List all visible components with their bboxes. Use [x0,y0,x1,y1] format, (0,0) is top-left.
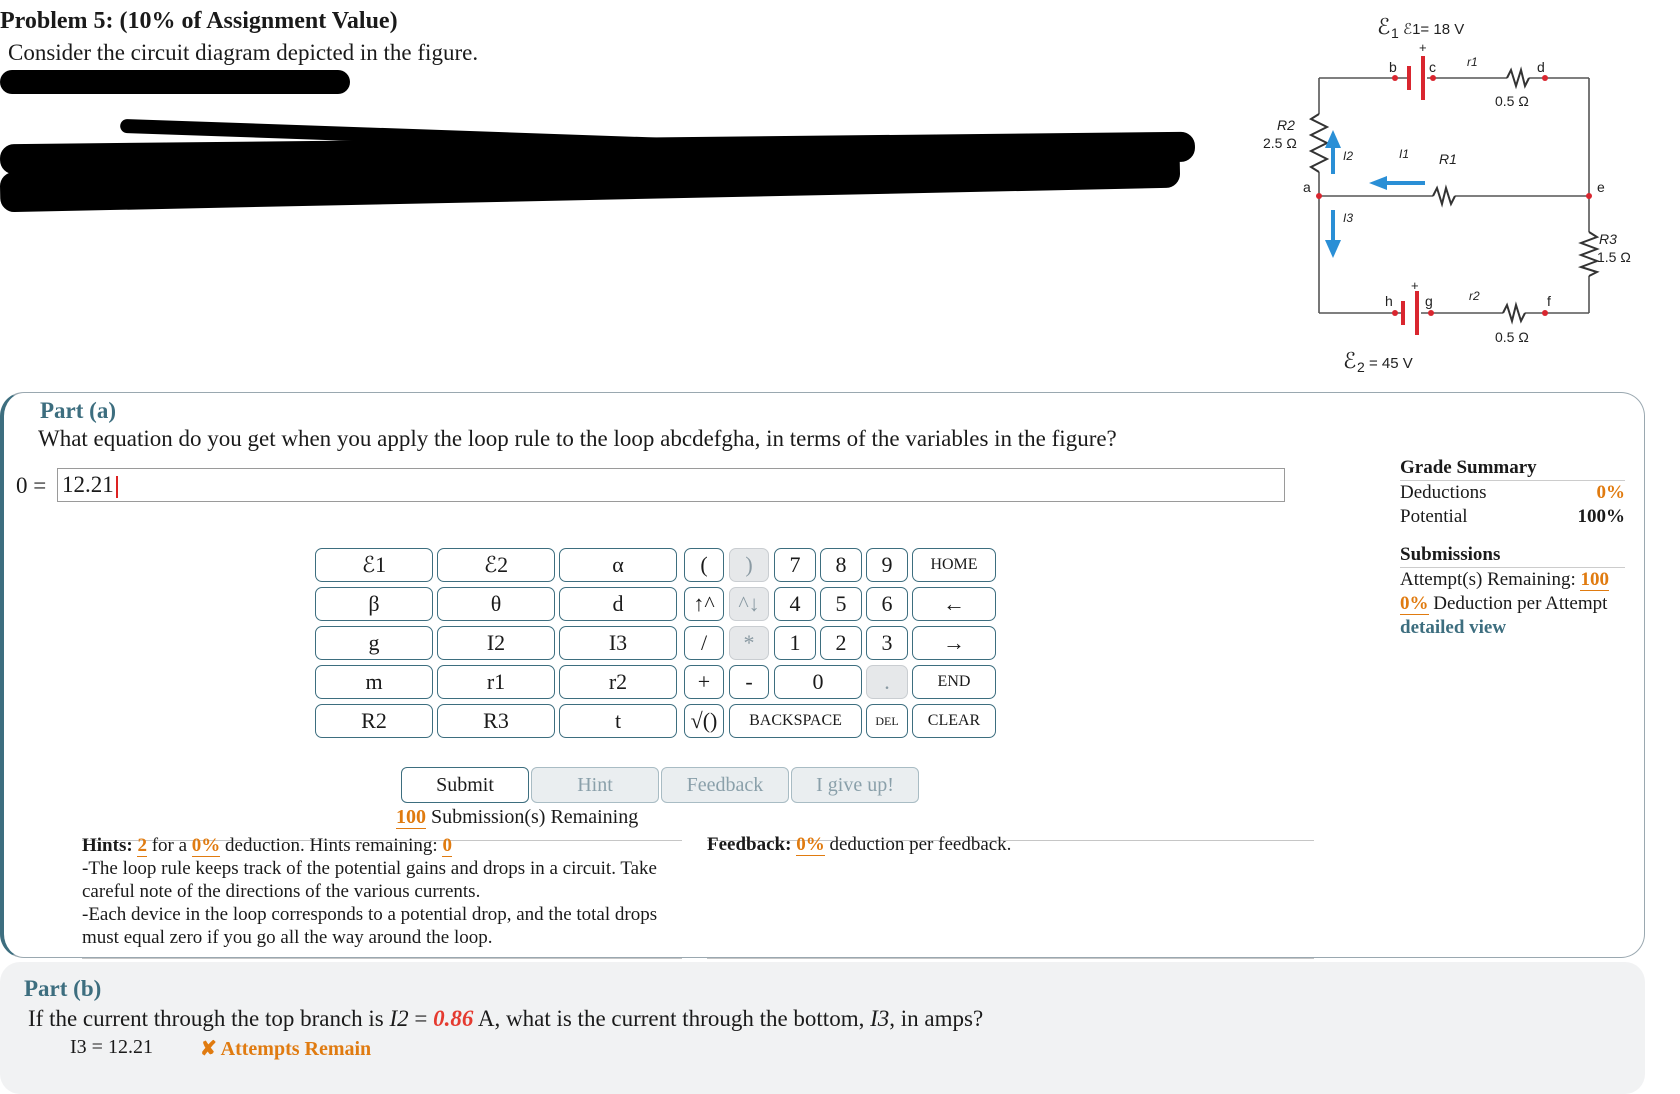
svg-text:1.5 Ω: 1.5 Ω [1597,249,1631,265]
keypad-var-key[interactable]: θ [437,587,555,621]
svg-text:ℰ1= 18 V: ℰ1= 18 V [1403,21,1465,38]
resistor-R3 [1581,232,1597,276]
delete-key[interactable]: DEL [866,704,908,738]
keypad-var-key[interactable]: I3 [559,626,677,660]
text-caret [116,476,118,498]
keypad-var-key[interactable]: d [559,587,677,621]
submit-button[interactable]: Submit [401,767,529,803]
keypad-var-key[interactable]: r2 [559,665,677,699]
svg-text:0.5 Ω: 0.5 Ω [1495,93,1529,109]
svg-text:d: d [1537,59,1545,75]
attempts-status: ✘ Attempts Remain [200,1038,372,1060]
keypad-digit-key[interactable]: 2 [820,626,862,660]
problem-title: Problem 5: (10% of Assignment Value) [0,8,398,34]
keypad-sqrt-key[interactable]: √() [684,704,724,738]
keypad-nav-key[interactable]: HOME [912,548,996,582]
resistor-R1 [1433,188,1455,204]
keypad-var-key[interactable]: ℰ2 [437,548,555,582]
keypad-var-key[interactable]: R2 [315,704,433,738]
svg-text:e: e [1597,179,1605,195]
emf1-symbol: ℰ [1377,14,1391,39]
keypad-digit-key[interactable]: 8 [820,548,862,582]
svg-text:b: b [1389,59,1397,75]
keypad-digit-key[interactable]: 5 [820,587,862,621]
resistor-r1 [1507,70,1529,86]
submissions-remaining: 100 Submission(s) Remaining [396,806,639,828]
circuit-diagram [1225,6,1655,381]
answer-value: 12.21 [62,472,114,497]
keypad-dot-key[interactable]: . [866,665,908,699]
keypad-nav-key[interactable]: CLEAR [912,704,996,738]
svg-text:I1: I1 [1399,147,1410,161]
svg-text:2.5 Ω: 2.5 Ω [1263,135,1297,151]
current-arrows [1325,130,1425,258]
keypad-digit-key[interactable]: 4 [774,587,816,621]
keypad-var-key[interactable]: β [315,587,433,621]
hint-2: -Each device in the loop corresponds to a potential drop, and the total drops must equal zero if you go all the way around the loop. [82,904,658,948]
keypad-digit-key[interactable]: 1 [774,626,816,660]
svg-text:a: a [1303,179,1311,195]
svg-text:1: 1 [1391,25,1399,41]
hint-button[interactable]: Hint [531,767,659,803]
keypad-op-key[interactable]: ) [729,548,769,582]
keypad-var-key[interactable]: t [559,704,677,738]
keypad-var-key[interactable]: R3 [437,704,555,738]
keypad-nav-key[interactable]: ← [912,587,996,621]
resistor-r2 [1503,305,1525,321]
svg-text:+: + [1419,40,1427,55]
equation-prefix: 0 = [16,473,47,498]
resistor-R2 [1311,114,1327,172]
keypad-op-key[interactable]: / [684,626,724,660]
battery-emf1 [1407,56,1425,100]
keypad-var-key[interactable]: ℰ1 [315,548,433,582]
svg-text:I3: I3 [1343,211,1354,225]
grade-summary: Grade Summary Deductions 0% Potential 100% Submissions Attempt(s) Remaining: 100 0% Deduction per Attempt detailed view [1400,457,1625,638]
part-b-question: If the current through the top branch is I2 = 0.86 A, what is the current through the bottom, I3, in amps? [28,1006,984,1031]
backspace-key[interactable]: BACKSPACE [729,704,862,738]
svg-text:= 45 V: = 45 V [1369,355,1413,372]
keypad-var-key[interactable]: r1 [437,665,555,699]
detailed-view-link[interactable]: detailed view [1400,617,1507,638]
keypad-nav-key[interactable]: END [912,665,996,699]
keypad-digit-key[interactable]: 3 [866,626,908,660]
keypad-digit-key[interactable]: 7 [774,548,816,582]
keypad-op-key[interactable]: + [684,665,724,699]
keypad-digit-key[interactable]: 0 [774,665,862,699]
part-a-title: Part (a) [40,398,116,423]
keypad-digit-key[interactable]: 6 [866,587,908,621]
feedback-section: Feedback: 0% deduction per feedback. [707,834,1012,855]
svg-text:+: + [1411,278,1419,293]
svg-text:R3: R3 [1599,231,1617,247]
problem-intro: Consider the circuit diagram depicted in the figure. [8,40,479,65]
svg-text:c: c [1429,59,1436,75]
keypad-op-key[interactable]: - [729,665,769,699]
give-up-button[interactable]: I give up! [791,767,919,803]
svg-text:g: g [1425,293,1433,309]
svg-text:0.5 Ω: 0.5 Ω [1495,329,1529,345]
keypad-op-key[interactable]: * [729,626,769,660]
svg-text:r1: r1 [1467,55,1478,69]
battery-emf2 [1401,291,1419,335]
part-b-answer: I3 = 12.21 [70,1036,153,1058]
answer-input[interactable] [57,468,1285,502]
keypad-digit-key[interactable]: 9 [866,548,908,582]
svg-text:f: f [1547,293,1551,309]
keypad-op-key[interactable]: ( [684,548,724,582]
keypad-var-key[interactable]: m [315,665,433,699]
hints-section: Hints: 2 for a 0% deduction. Hints remaining: 0 -The loop rule keeps track of the potential gains and drops in a circuit. Take careful note of the directions of the various currents. -Each device in the loop corresponds to a potential drop, and the total drops must equal zero if you go all the way around the loop. [82,834,682,949]
svg-text:I2: I2 [1343,149,1354,163]
keypad-var-key[interactable]: I2 [437,626,555,660]
svg-text:r2: r2 [1469,289,1480,303]
part-b-title: Part (b) [24,976,102,1001]
part-a-question: What equation do you get when you apply the loop rule to the loop abcdefgha, in terms of the variables in the figure? [38,426,1117,451]
svg-text:ℰ: ℰ [1343,348,1357,373]
keypad-var-key[interactable]: α [559,548,677,582]
svg-text:2: 2 [1357,359,1365,375]
keypad-nav-key[interactable]: → [912,626,996,660]
hint-1: -The loop rule keeps track of the potential gains and drops in a circuit. Take careful note of the directions of the various currents. [82,858,657,902]
keypad-op-key[interactable]: ↑^ [684,587,724,621]
feedback-button[interactable]: Feedback [661,767,789,803]
svg-text:h: h [1385,293,1393,309]
svg-text:R1: R1 [1439,151,1457,167]
keypad-var-key[interactable]: g [315,626,433,660]
keypad-op-key[interactable]: ^↓ [729,587,769,621]
svg-text:R2: R2 [1277,117,1295,133]
